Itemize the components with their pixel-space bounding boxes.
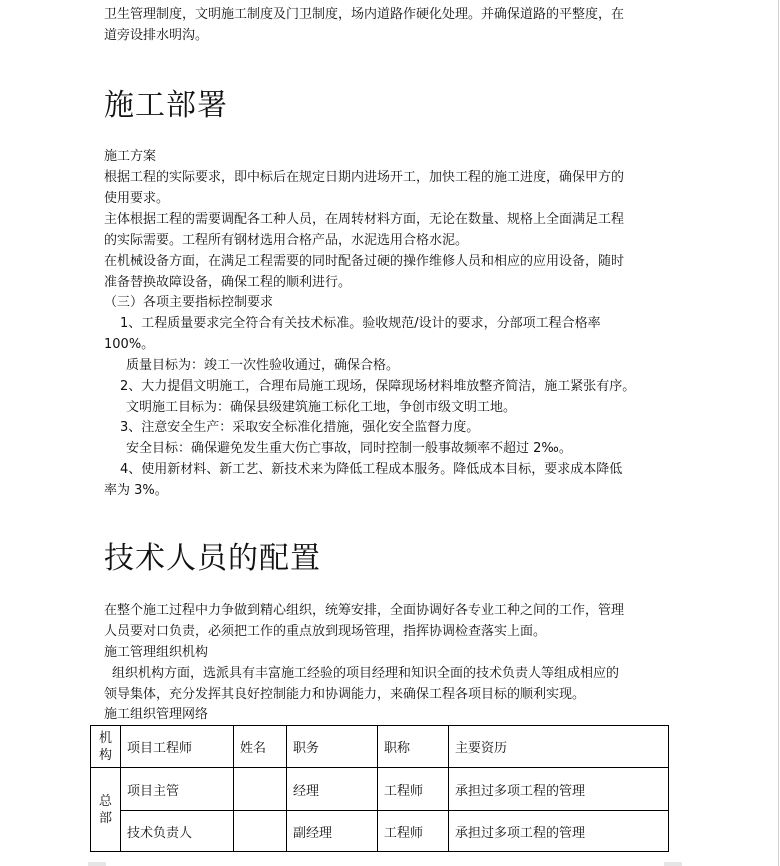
paragraph-line: 主体根据工程的需要调配各工种人员，在周转材料方面，无论在数量、规格上全面满足工程 [104, 212, 625, 227]
table-cell: 工程师 [378, 768, 449, 811]
paragraph-line: 在整个施工过程中力争做到精心组织，统筹安排，全面协调好各专业工种之间的工作，管理 [104, 603, 625, 618]
paragraph-line: 的实际需要。工程所有钢材选用合格产品，水泥选用合格水泥。 [104, 233, 469, 248]
table-cell: 项目主管 [121, 768, 234, 811]
header-cell: 职称 [378, 726, 449, 768]
intro-line-1: 卫生管理制度，文明施工制度及门卫制度，场内道路作硬化处理。并确保道路的平整度，在 [104, 7, 625, 22]
section-heading-staffing: 技术人员的配置 [104, 541, 321, 576]
goal-line: 文明施工目标为：确保县级建筑施工标化工地，争创市级文明工地。 [126, 400, 517, 415]
org-title: 施工管理组织机构 [104, 645, 209, 660]
list-item-continuation: 100%。 [104, 337, 155, 352]
list-item: 2、大力提倡文明施工，合理布局施工现场，保障现场材料堆放整齐简洁，施工紧张有序。 [120, 379, 636, 394]
list-item: 1、工程质量要求完全符合有关技术标准。验收规范/设计的要求，分部项工程合格率 [120, 316, 601, 331]
paragraph-line: 领导集体，充分发挥其良好控制能力和协调能力，来确保工程各项目标的顺利实现。 [104, 687, 586, 702]
page-corner-mark [664, 862, 682, 866]
table-cell [234, 768, 287, 811]
page-edge [778, 0, 779, 866]
table-header-row [91, 726, 669, 768]
header-cell: 职务 [287, 726, 378, 768]
group-cell [91, 768, 121, 852]
header-org-char: 构 [98, 747, 112, 763]
paragraph-line: 使用要求。 [104, 191, 170, 206]
paragraph-line: 在机械设备方面，在满足工程需要的同时配备过硬的操作维修人员和相应的应用设备，随时 [104, 254, 625, 269]
table-cell [234, 811, 287, 852]
plan-title: 施工方案 [104, 149, 157, 164]
list-item: 3、注意安全生产：采取安全标准化措施，强化安全监督力度。 [120, 420, 480, 435]
table-row [91, 768, 669, 811]
list-item-continuation: 率为 3%。 [104, 483, 168, 498]
intro-line-2: 道旁设排水明沟。 [104, 28, 209, 43]
paragraph-line: 准备替换故障设备，确保工程的顺利进行。 [104, 275, 352, 290]
header-cell: 姓名 [234, 726, 287, 768]
group-char: 总 [98, 793, 112, 809]
network-title: 施工组织管理网络 [104, 707, 209, 722]
table-row [91, 811, 669, 852]
paragraph-line: 组织机构方面，选派具有丰富施工经验的项目经理和知识全面的技术负责人等组成相应的 [112, 666, 620, 681]
table-cell: 工程师 [378, 811, 449, 852]
goal-line: 安全目标：确保避免发生重大伤亡事故，同时控制一般事故频率不超过 2‰。 [126, 441, 572, 456]
org-network-table [90, 725, 669, 852]
header-org-cell [91, 726, 121, 768]
header-cell: 主要资历 [449, 726, 669, 768]
table-cell: 副经理 [287, 811, 378, 852]
list-item: 4、使用新材料、新工艺、新技术来为降低工程成本服务。降低成本目标，要求成本降低 [120, 462, 623, 477]
paragraph-line: 人员要对口负责，必须把工作的重点放到现场管理，指挥协调检查落实上面。 [104, 624, 547, 639]
subsection-title: （三）各项主要指标控制要求 [104, 295, 274, 310]
goal-line: 质量目标为：竣工一次性验收通过，确保合格。 [126, 358, 400, 373]
paragraph-line: 根据工程的实际要求，即中标后在规定日期内进场开工，加快工程的施工进度，确保甲方的 [104, 170, 625, 185]
table-cell: 承担过多项工程的管理 [449, 811, 669, 852]
table-cell: 承担过多项工程的管理 [449, 768, 669, 811]
header-org-char: 机 [98, 730, 112, 746]
page-corner-mark [88, 862, 106, 866]
section-heading-deployment: 施工部署 [104, 88, 228, 123]
table-cell: 技术负责人 [121, 811, 234, 852]
table-cell: 经理 [287, 768, 378, 811]
header-cell: 项目工程师 [121, 726, 234, 768]
group-char: 部 [98, 810, 112, 826]
